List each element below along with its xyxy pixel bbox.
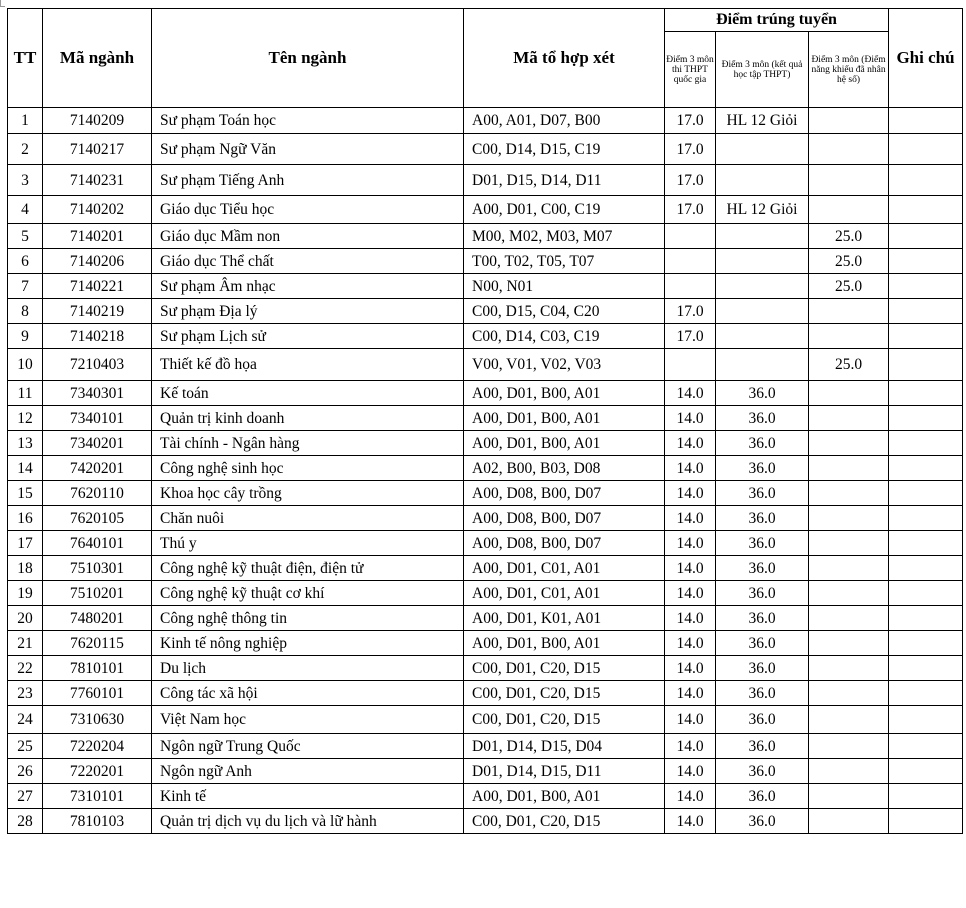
cell-ghi-chu [889, 556, 963, 581]
cell-diem-nangkhieu [809, 681, 889, 706]
cell-diem-hocba [716, 349, 809, 381]
cell-ma-nganh: 7140217 [43, 134, 152, 165]
cell-tt: 4 [8, 196, 43, 224]
cell-ma-to-hop: A00, D01, B00, A01 [464, 431, 665, 456]
cell-diem-nangkhieu [809, 734, 889, 759]
cell-tt: 11 [8, 381, 43, 406]
table-row [8, 249, 963, 274]
cell-ma-to-hop: A00, A01, D07, B00 [464, 108, 665, 134]
cell-ten-nganh: Sư phạm Tiếng Anh [152, 165, 464, 196]
cell-ma-to-hop: N00, N01 [464, 274, 665, 299]
cell-ten-nganh: Kinh tế [152, 784, 464, 809]
cell-tt: 17 [8, 531, 43, 556]
cell-ma-nganh: 7340201 [43, 431, 152, 456]
cell-diem-thpt: 17.0 [665, 108, 716, 134]
cell-tt: 18 [8, 556, 43, 581]
cell-ten-nganh: Giáo dục Thể chất [152, 249, 464, 274]
table-row [8, 196, 963, 224]
cell-tt: 25 [8, 734, 43, 759]
cell-diem-thpt: 14.0 [665, 381, 716, 406]
cell-ten-nganh: Sư phạm Ngữ Văn [152, 134, 464, 165]
cell-ten-nganh: Công nghệ kỹ thuật điện, điện tử [152, 556, 464, 581]
cell-ghi-chu [889, 681, 963, 706]
table-row [8, 656, 963, 681]
cell-ghi-chu [889, 406, 963, 431]
table-row [8, 734, 963, 759]
cell-diem-thpt: 14.0 [665, 406, 716, 431]
header-diem-trung-tuyen: Điểm trúng tuyển [665, 9, 889, 32]
cell-ma-to-hop: D01, D14, D15, D04 [464, 734, 665, 759]
cell-ghi-chu [889, 431, 963, 456]
page-corner-mark [0, 0, 5, 7]
cell-ma-nganh: 7810101 [43, 656, 152, 681]
cell-diem-nangkhieu: 25.0 [809, 274, 889, 299]
cell-ghi-chu [889, 656, 963, 681]
cell-diem-thpt: 14.0 [665, 481, 716, 506]
cell-ma-to-hop: V00, V01, V02, V03 [464, 349, 665, 381]
table-row [8, 456, 963, 481]
table-row [8, 349, 963, 381]
cell-ghi-chu [889, 299, 963, 324]
cell-ghi-chu [889, 108, 963, 134]
cell-diem-hocba: 36.0 [716, 656, 809, 681]
cell-diem-thpt: 14.0 [665, 581, 716, 606]
cell-diem-nangkhieu [809, 531, 889, 556]
cell-ma-nganh: 7420201 [43, 456, 152, 481]
cell-ghi-chu [889, 784, 963, 809]
cell-diem-thpt: 14.0 [665, 656, 716, 681]
cell-ma-nganh: 7620105 [43, 506, 152, 531]
table-row [8, 759, 963, 784]
cell-diem-hocba [716, 299, 809, 324]
cell-ma-to-hop: T00, T02, T05, T07 [464, 249, 665, 274]
table-body [8, 108, 963, 834]
cell-ten-nganh: Công tác xã hội [152, 681, 464, 706]
cell-ghi-chu [889, 531, 963, 556]
cell-ten-nganh: Ngôn ngữ Trung Quốc [152, 734, 464, 759]
cell-diem-thpt: 14.0 [665, 606, 716, 631]
cell-tt: 16 [8, 506, 43, 531]
cell-ghi-chu [889, 759, 963, 784]
cell-tt: 12 [8, 406, 43, 431]
cell-diem-thpt: 14.0 [665, 431, 716, 456]
cell-diem-nangkhieu [809, 506, 889, 531]
cell-diem-thpt: 14.0 [665, 734, 716, 759]
cell-diem-hocba: 36.0 [716, 481, 809, 506]
table-row [8, 606, 963, 631]
cell-diem-nangkhieu: 25.0 [809, 249, 889, 274]
cell-diem-thpt: 14.0 [665, 784, 716, 809]
cell-diem-nangkhieu [809, 606, 889, 631]
table-row [8, 481, 963, 506]
cell-ma-to-hop: C00, D15, C04, C20 [464, 299, 665, 324]
table-row [8, 324, 963, 349]
cell-diem-thpt [665, 249, 716, 274]
table-row [8, 784, 963, 809]
cell-ghi-chu [889, 224, 963, 249]
cell-diem-hocba [716, 224, 809, 249]
cell-ma-to-hop: A00, D08, B00, D07 [464, 506, 665, 531]
cell-tt: 22 [8, 656, 43, 681]
cell-diem-nangkhieu [809, 581, 889, 606]
cell-ma-nganh: 7640101 [43, 531, 152, 556]
cell-diem-nangkhieu [809, 431, 889, 456]
cell-tt: 23 [8, 681, 43, 706]
cell-ma-nganh: 7510301 [43, 556, 152, 581]
cell-ma-to-hop: M00, M02, M03, M07 [464, 224, 665, 249]
cell-ghi-chu [889, 481, 963, 506]
cell-diem-hocba [716, 324, 809, 349]
cell-ghi-chu [889, 809, 963, 834]
table-row [8, 381, 963, 406]
cell-ma-to-hop: A00, D08, B00, D07 [464, 481, 665, 506]
cell-diem-hocba [716, 249, 809, 274]
cell-ghi-chu [889, 606, 963, 631]
cell-diem-hocba: 36.0 [716, 759, 809, 784]
cell-diem-nangkhieu [809, 656, 889, 681]
cell-ten-nganh: Sư phạm Âm nhạc [152, 274, 464, 299]
cell-diem-hocba: 36.0 [716, 556, 809, 581]
header-ma-nganh: Mã ngành [43, 9, 152, 108]
cell-ma-nganh: 7140231 [43, 165, 152, 196]
cell-tt: 19 [8, 581, 43, 606]
table-row [8, 681, 963, 706]
cell-ma-nganh: 7340301 [43, 381, 152, 406]
cell-ma-to-hop: C00, D01, C20, D15 [464, 809, 665, 834]
cell-tt: 14 [8, 456, 43, 481]
cell-ma-to-hop: A00, D01, C01, A01 [464, 581, 665, 606]
admission-scores-table [7, 8, 963, 834]
cell-diem-thpt: 14.0 [665, 681, 716, 706]
header-sub-nangkhieu: Điểm 3 môn (Điểm năng khiếu đã nhân hệ số) [809, 32, 889, 108]
cell-diem-nangkhieu [809, 108, 889, 134]
cell-diem-nangkhieu [809, 381, 889, 406]
cell-ma-nganh: 7510201 [43, 581, 152, 606]
cell-tt: 8 [8, 299, 43, 324]
cell-diem-nangkhieu [809, 299, 889, 324]
cell-ten-nganh: Du lịch [152, 656, 464, 681]
cell-tt: 28 [8, 809, 43, 834]
cell-diem-hocba: 36.0 [716, 606, 809, 631]
cell-diem-hocba: 36.0 [716, 706, 809, 734]
cell-ten-nganh: Giáo dục Mầm non [152, 224, 464, 249]
table-row [8, 134, 963, 165]
cell-ghi-chu [889, 196, 963, 224]
cell-diem-hocba: 36.0 [716, 531, 809, 556]
cell-ma-nganh: 7310101 [43, 784, 152, 809]
cell-diem-hocba: 36.0 [716, 406, 809, 431]
cell-ma-to-hop: C00, D01, C20, D15 [464, 681, 665, 706]
table-row [8, 274, 963, 299]
table-row [8, 299, 963, 324]
cell-tt: 6 [8, 249, 43, 274]
cell-diem-hocba: 36.0 [716, 381, 809, 406]
cell-ten-nganh: Sư phạm Toán học [152, 108, 464, 134]
cell-ghi-chu [889, 456, 963, 481]
cell-ghi-chu [889, 581, 963, 606]
cell-ma-nganh: 7140202 [43, 196, 152, 224]
cell-diem-thpt: 17.0 [665, 165, 716, 196]
cell-ma-nganh: 7140218 [43, 324, 152, 349]
cell-ma-to-hop: C00, D14, C03, C19 [464, 324, 665, 349]
table-row [8, 224, 963, 249]
cell-ten-nganh: Thú y [152, 531, 464, 556]
cell-ghi-chu [889, 165, 963, 196]
cell-diem-nangkhieu [809, 406, 889, 431]
cell-diem-hocba: 36.0 [716, 431, 809, 456]
header-ten-nganh: Tên ngành [152, 9, 464, 108]
cell-ma-to-hop: D01, D14, D15, D11 [464, 759, 665, 784]
cell-ten-nganh: Ngôn ngữ Anh [152, 759, 464, 784]
cell-diem-nangkhieu [809, 784, 889, 809]
cell-ma-to-hop: A00, D08, B00, D07 [464, 531, 665, 556]
cell-diem-thpt: 17.0 [665, 299, 716, 324]
cell-tt: 1 [8, 108, 43, 134]
cell-ten-nganh: Công nghệ sinh học [152, 456, 464, 481]
cell-diem-thpt: 17.0 [665, 324, 716, 349]
cell-ma-to-hop: D01, D15, D14, D11 [464, 165, 665, 196]
cell-diem-hocba: 36.0 [716, 784, 809, 809]
cell-ma-to-hop: A00, D01, B00, A01 [464, 381, 665, 406]
cell-tt: 27 [8, 784, 43, 809]
cell-diem-nangkhieu [809, 134, 889, 165]
cell-diem-thpt: 14.0 [665, 809, 716, 834]
cell-diem-nangkhieu [809, 196, 889, 224]
cell-ma-nganh: 7760101 [43, 681, 152, 706]
cell-diem-hocba: 36.0 [716, 631, 809, 656]
cell-ma-to-hop: A00, D01, C01, A01 [464, 556, 665, 581]
cell-ma-nganh: 7140209 [43, 108, 152, 134]
table-header [8, 9, 963, 108]
cell-ma-to-hop: C00, D14, D15, C19 [464, 134, 665, 165]
cell-tt: 13 [8, 431, 43, 456]
cell-tt: 15 [8, 481, 43, 506]
cell-ghi-chu [889, 381, 963, 406]
cell-ma-nganh: 7620115 [43, 631, 152, 656]
cell-tt: 20 [8, 606, 43, 631]
cell-ma-nganh: 7210403 [43, 349, 152, 381]
cell-tt: 24 [8, 706, 43, 734]
cell-ma-nganh: 7140206 [43, 249, 152, 274]
cell-diem-nangkhieu [809, 759, 889, 784]
cell-ma-to-hop: C00, D01, C20, D15 [464, 706, 665, 734]
cell-diem-thpt: 14.0 [665, 506, 716, 531]
cell-diem-nangkhieu [809, 481, 889, 506]
cell-ma-nganh: 7140201 [43, 224, 152, 249]
cell-diem-nangkhieu [809, 324, 889, 349]
table-row [8, 431, 963, 456]
cell-diem-nangkhieu [809, 556, 889, 581]
cell-ma-to-hop: A00, D01, B00, A01 [464, 631, 665, 656]
cell-ghi-chu [889, 324, 963, 349]
cell-ma-nganh: 7220201 [43, 759, 152, 784]
cell-ghi-chu [889, 734, 963, 759]
cell-diem-thpt: 17.0 [665, 134, 716, 165]
cell-ten-nganh: Công nghệ kỹ thuật cơ khí [152, 581, 464, 606]
table-row [8, 556, 963, 581]
cell-ten-nganh: Việt Nam học [152, 706, 464, 734]
header-row-1 [8, 9, 963, 32]
cell-ghi-chu [889, 631, 963, 656]
cell-ma-nganh: 7310630 [43, 706, 152, 734]
cell-diem-nangkhieu [809, 631, 889, 656]
cell-tt: 7 [8, 274, 43, 299]
cell-ma-to-hop: A00, D01, C00, C19 [464, 196, 665, 224]
header-sub-thpt: Điểm 3 môn thi THPT quốc gia [665, 32, 716, 108]
cell-diem-thpt: 14.0 [665, 759, 716, 784]
cell-diem-hocba: HL 12 Giỏi [716, 196, 809, 224]
table-row [8, 108, 963, 134]
cell-ma-nganh: 7340101 [43, 406, 152, 431]
header-ma-to-hop: Mã tổ hợp xét [464, 9, 665, 108]
table-row [8, 531, 963, 556]
cell-ten-nganh: Công nghệ thông tin [152, 606, 464, 631]
cell-ten-nganh: Kinh tế nông nghiệp [152, 631, 464, 656]
cell-diem-hocba [716, 165, 809, 196]
table-row [8, 506, 963, 531]
cell-ma-to-hop: A00, D01, B00, A01 [464, 406, 665, 431]
cell-ghi-chu [889, 706, 963, 734]
cell-tt: 26 [8, 759, 43, 784]
cell-diem-hocba: 36.0 [716, 809, 809, 834]
table-row [8, 406, 963, 431]
cell-ma-nganh: 7480201 [43, 606, 152, 631]
cell-ten-nganh: Chăn nuôi [152, 506, 464, 531]
cell-diem-thpt: 14.0 [665, 531, 716, 556]
cell-diem-thpt [665, 349, 716, 381]
cell-diem-thpt [665, 224, 716, 249]
cell-ghi-chu [889, 506, 963, 531]
cell-ma-nganh: 7140219 [43, 299, 152, 324]
cell-ma-to-hop: A00, D01, B00, A01 [464, 784, 665, 809]
header-sub-hocba: Điểm 3 môn (kết quả học tập THPT) [716, 32, 809, 108]
cell-diem-nangkhieu [809, 706, 889, 734]
cell-ma-nganh: 7140221 [43, 274, 152, 299]
cell-ma-to-hop: A00, D01, K01, A01 [464, 606, 665, 631]
header-tt: TT [8, 9, 43, 108]
cell-diem-hocba: 36.0 [716, 506, 809, 531]
cell-ten-nganh: Sư phạm Địa lý [152, 299, 464, 324]
cell-ten-nganh: Khoa học cây trồng [152, 481, 464, 506]
cell-diem-thpt [665, 274, 716, 299]
cell-diem-thpt: 14.0 [665, 556, 716, 581]
cell-ma-nganh: 7220204 [43, 734, 152, 759]
cell-diem-nangkhieu [809, 165, 889, 196]
cell-diem-hocba: 36.0 [716, 581, 809, 606]
cell-tt: 3 [8, 165, 43, 196]
cell-ghi-chu [889, 349, 963, 381]
table-row [8, 706, 963, 734]
cell-ma-to-hop: A02, B00, B03, D08 [464, 456, 665, 481]
cell-ten-nganh: Tài chính - Ngân hàng [152, 431, 464, 456]
cell-ten-nganh: Quản trị kinh doanh [152, 406, 464, 431]
cell-ma-nganh: 7620110 [43, 481, 152, 506]
cell-ten-nganh: Quản trị dịch vụ du lịch và lữ hành [152, 809, 464, 834]
table-row [8, 631, 963, 656]
cell-diem-hocba: 36.0 [716, 734, 809, 759]
table-row [8, 165, 963, 196]
cell-tt: 21 [8, 631, 43, 656]
cell-diem-thpt: 14.0 [665, 706, 716, 734]
admission-table-container [7, 8, 963, 834]
cell-diem-nangkhieu [809, 456, 889, 481]
cell-ma-to-hop: C00, D01, C20, D15 [464, 656, 665, 681]
cell-diem-hocba: 36.0 [716, 681, 809, 706]
cell-diem-nangkhieu: 25.0 [809, 224, 889, 249]
cell-ghi-chu [889, 249, 963, 274]
cell-diem-nangkhieu: 25.0 [809, 349, 889, 381]
cell-ten-nganh: Kế toán [152, 381, 464, 406]
cell-tt: 9 [8, 324, 43, 349]
cell-tt: 5 [8, 224, 43, 249]
header-ghi-chu: Ghi chú [889, 9, 963, 108]
cell-diem-thpt: 14.0 [665, 631, 716, 656]
cell-ghi-chu [889, 134, 963, 165]
cell-ghi-chu [889, 274, 963, 299]
cell-ma-nganh: 7810103 [43, 809, 152, 834]
cell-tt: 2 [8, 134, 43, 165]
cell-diem-hocba: HL 12 Giỏi [716, 108, 809, 134]
cell-diem-hocba [716, 134, 809, 165]
cell-ten-nganh: Sư phạm Lịch sử [152, 324, 464, 349]
table-row [8, 581, 963, 606]
cell-diem-thpt: 17.0 [665, 196, 716, 224]
table-row [8, 809, 963, 834]
cell-ten-nganh: Thiết kế đồ họa [152, 349, 464, 381]
cell-diem-thpt: 14.0 [665, 456, 716, 481]
cell-diem-hocba [716, 274, 809, 299]
cell-tt: 10 [8, 349, 43, 381]
cell-ten-nganh: Giáo dục Tiểu học [152, 196, 464, 224]
cell-diem-hocba: 36.0 [716, 456, 809, 481]
cell-diem-nangkhieu [809, 809, 889, 834]
